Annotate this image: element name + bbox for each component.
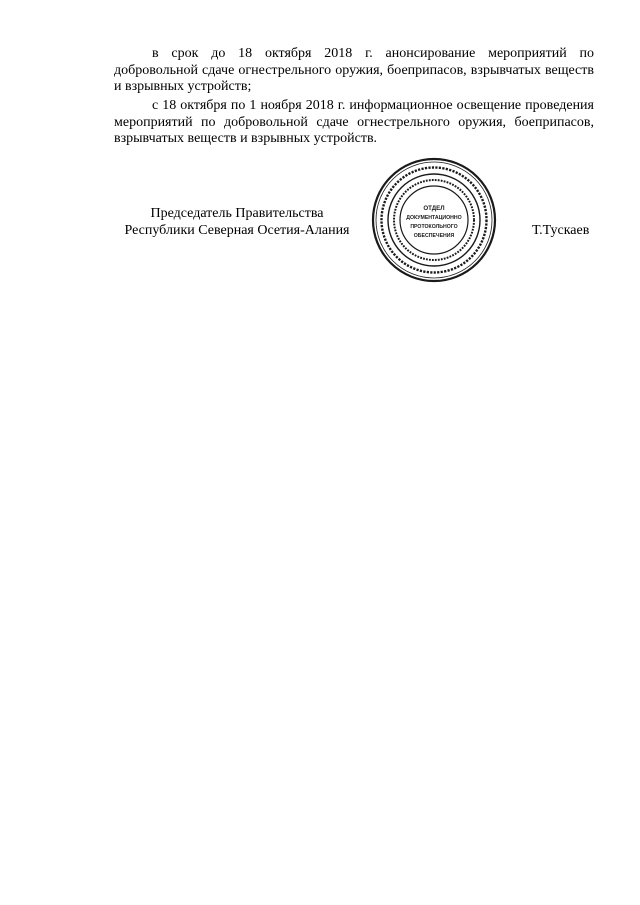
official-seal [371,157,497,283]
signer-name: Т.Тускаев [532,223,590,238]
signature-position-line-2: Республики Северная Осетия-Алания [124,223,350,238]
paragraph-information-coverage: с 18 октября по 1 ноября 2018 г. информационное освещение проведения мероприятий по добровольной сдаче огнестрельного оружия, боеприпасов, взрывчатых веществ и взрывных устройств. [114,98,594,146]
seal-line-1: ОТДЕЛ [423,205,445,212]
seal-line-4: ОБЕСПЕЧЕНИЯ [413,233,455,239]
seal-line-3: ПРОТОКОЛЬНОГО [410,224,458,230]
signature-position [112,205,362,239]
seal-line-2: ДОКУМЕНТАЦИОННО [406,215,462,221]
paragraph-announcement: в срок до 18 октября 2018 г. анонсирование мероприятий по добровольной сдаче огнестрельного оружия, боеприпасов, взрывчатых веществ и взрывных устройств; [114,46,594,94]
signature-position-line-1: Председатель Правительства [150,206,324,221]
